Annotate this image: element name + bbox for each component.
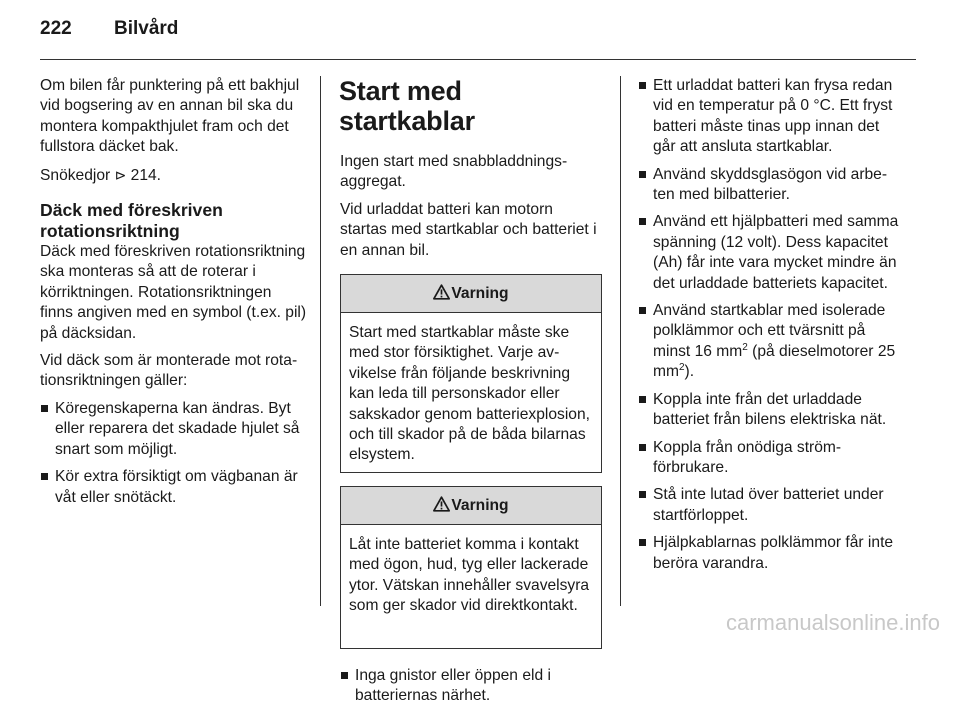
warning-header — [341, 487, 601, 525]
list-item: Ett urladdat batteri kan frysa redan vid en temperatur på 0 °C. Ett fryst batteri måste tinas upp innan det går att ansluta startkablar. — [638, 76, 902, 158]
directional-tyres-paragraph: Däck med föreskriven rotationsriktning ska monteras så att de roterar i körriktningen. Rotationsriktningen finns angiven med en symbol (t.ex. pil) på däcksidan. — [40, 243, 307, 342]
warning-header — [341, 275, 601, 313]
list-item: Hjälpkablarnas polklämmor får inte beröra varandra. — [638, 533, 902, 574]
warning-box-1 — [340, 274, 602, 473]
header-divider — [40, 59, 916, 60]
reverse-mounted-list — [40, 399, 308, 508]
column-middle — [340, 76, 602, 714]
jump-start-list-continued — [638, 76, 902, 574]
intro-paragraph: Om bilen får punktering på ett bakhjul vid bogsering av en annan bil ska du montera kompakthjulet fram och det fullstora däcket bak. — [40, 77, 300, 156]
reverse-mounted-paragraph: Vid däck som är monterade mot rotationsriktningen gäller: — [40, 352, 298, 390]
section-title-jump-start: Start med startkablar — [339, 76, 475, 136]
snow-chains-page-link[interactable]: 214. — [130, 166, 161, 184]
list-item: Köregenskaperna kan ändras. Byt eller reparera det skadade hjulet så snart som möjligt. — [40, 399, 308, 460]
column-left — [40, 76, 308, 515]
warning-title: Varning — [451, 497, 509, 515]
chapter-title: Bilvård — [114, 18, 179, 39]
list-item: Stå inte lutad över batteriet under startförloppet. — [638, 485, 902, 526]
warning-text: Start med startkablar måste ske med stor försiktighet. Varje avvikelse från följande beskrivning kan leda till personskador eller sakskador genom batteriexplosion, och till skador på de båda bilarnas elsystem. — [349, 324, 590, 464]
jump-start-list-start — [340, 666, 602, 707]
list-item: Inga gnistor eller öppen eld i batteriernas närhet. — [340, 666, 602, 707]
watermark: carmanualsonline.info — [725, 610, 940, 635]
list-item: Använd startkablar med isolerade polklämmor och ett tvärsnitt på minst 16 $mm^2$ (på dieselmotorer 25 $mm^2$). — [638, 301, 902, 383]
column-divider-1 — [320, 76, 321, 606]
warning-box-2 — [340, 486, 602, 649]
snow-chains-reference: Snökedjor ⊳ 214. — [40, 166, 161, 184]
jump-start-paragraph: Vid urladdat batteri kan motorn startas med startkablar och batteriet i en annan bil. — [340, 200, 597, 259]
no-booster-paragraph: Ingen start med snabbladdningsaggregat. — [340, 153, 568, 191]
list-item: Koppla inte från det urladdade batteriet från bilens elektriska nät. — [638, 390, 902, 431]
warning-text: Låt inte batteriet komma i kontakt med ögon, hud, tyg eller lackerade ytor. Vätskan innehåller svavelsyra som ger skador vid direktkontakt. — [349, 536, 590, 615]
list-item: Kör extra försiktigt om vägbanan är våt eller snötäckt. — [40, 467, 308, 508]
column-divider-2 — [620, 76, 621, 606]
list-item: Använd ett hjälpbatteri med samma spänning (12 volt). Dess kapacitet (Ah) får inte vara mycket mindre än det urladdade batteriets kapacitet. — [638, 212, 902, 294]
column-right — [638, 76, 902, 581]
page-number: 222 — [40, 18, 72, 39]
section-heading-directional-tyres: Däck med föreskriven rotationsriktning — [40, 200, 223, 242]
page-reference-arrow-icon: ⊳ — [114, 166, 127, 183]
list-item: Använd skyddsglasögon vid arbeten med bilbatterier. — [638, 165, 902, 206]
warning-title: Varning — [451, 285, 509, 303]
page-header — [40, 18, 178, 40]
warning-triangle-icon — [433, 284, 450, 300]
warning-triangle-icon — [433, 496, 450, 512]
list-item: Koppla från onödiga strömförbrukare. — [638, 438, 902, 479]
